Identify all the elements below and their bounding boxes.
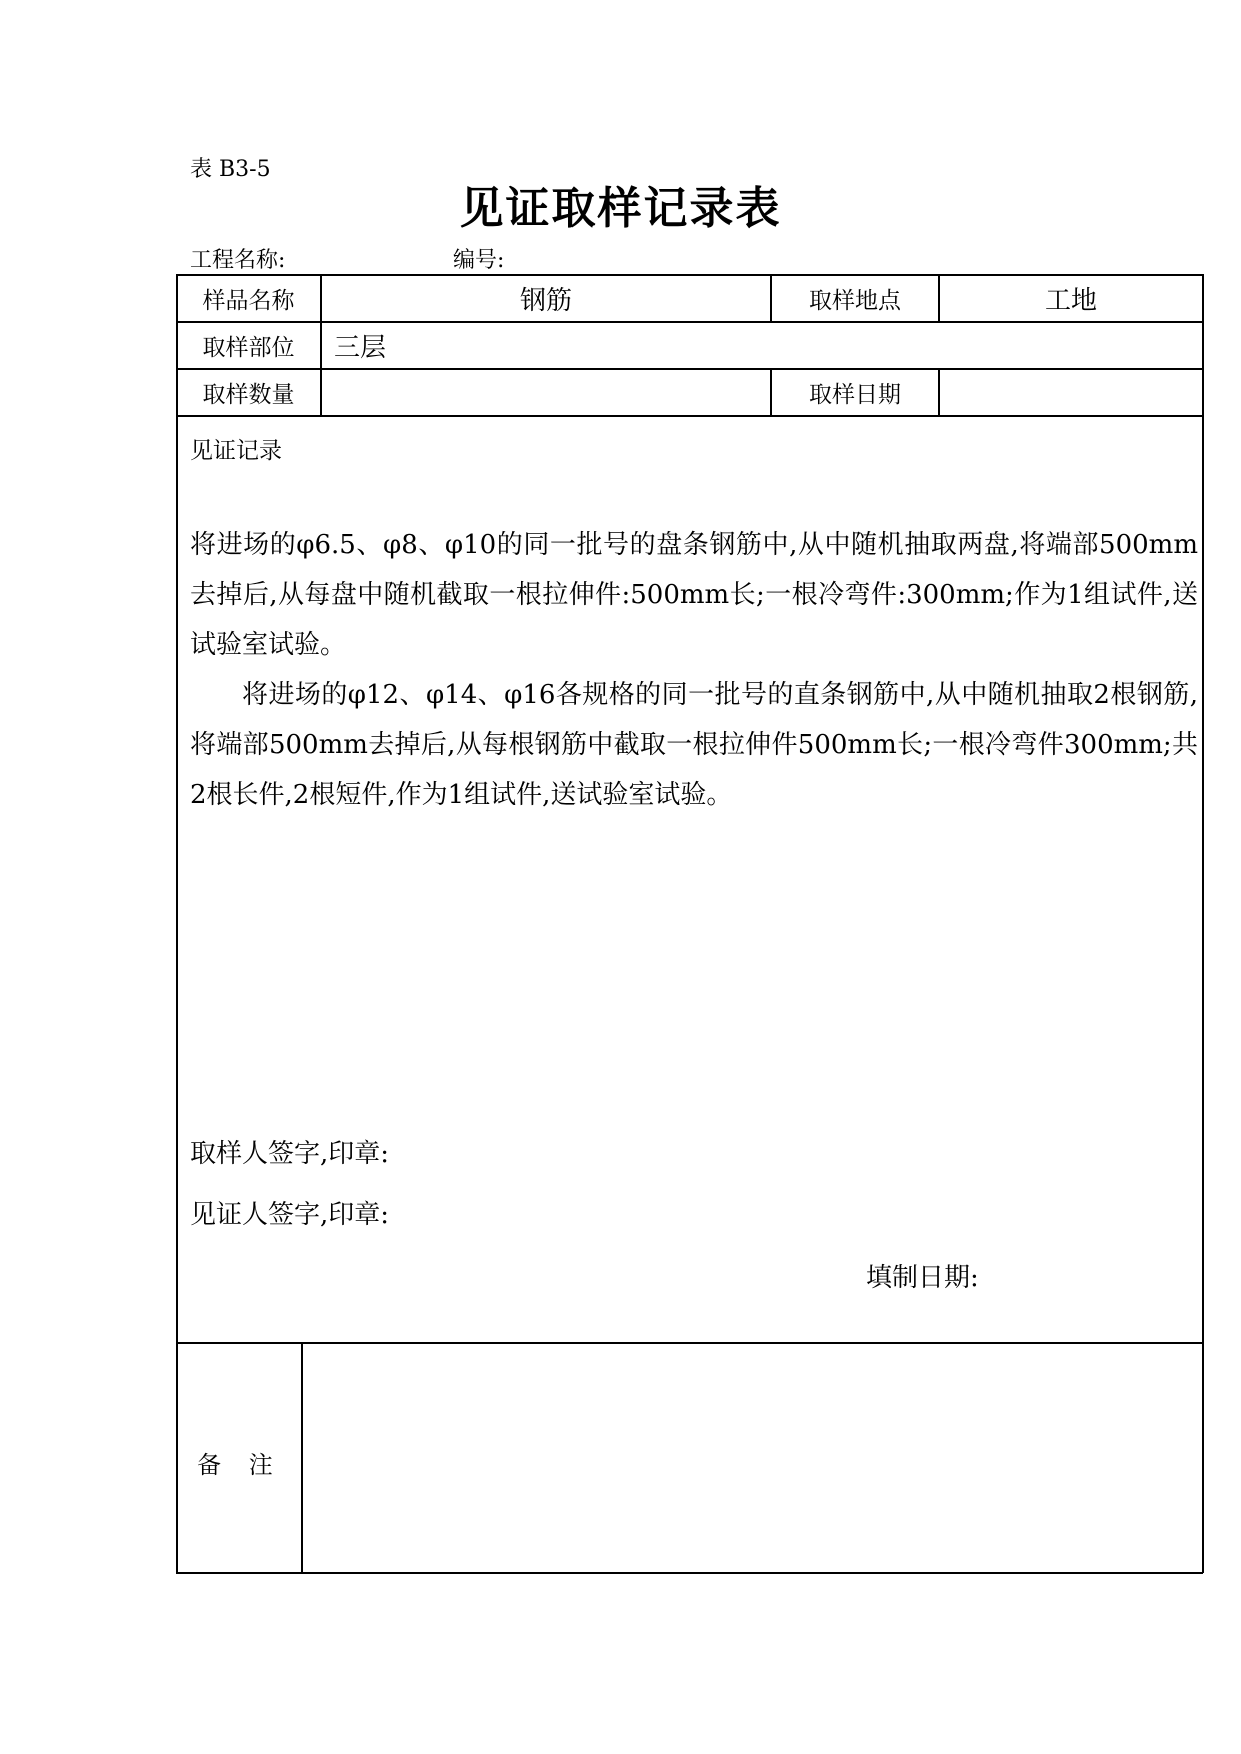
witness-signature-label: 见证人签字,印章: [190, 1200, 390, 1230]
document-title: 见证取样记录表 [459, 183, 782, 234]
sampling-date-label: 取样日期 [809, 381, 901, 408]
sampling-quantity-value [322, 369, 770, 415]
sampling-part-label: 取样部位 [202, 334, 295, 361]
record-paragraph-1: 将进场的φ6.5、φ8、φ10的同一批号的盘条钢筋中,从中随机抽取两盘,将端部500mm去掉后,从每盘中随机截取一根拉伸件:500mm长;一根冷弯件:300mm;作为1组试件,送试验室试验。 [190, 530, 1198, 660]
number-label: 编号: [453, 248, 505, 273]
sample-name-label: 样品名称 [202, 287, 295, 314]
remarks-value [303, 1344, 1202, 1572]
remarks-label: 备 注 [197, 1451, 283, 1479]
sampling-location-value: 工地 [1044, 285, 1097, 316]
witness-record-label: 见证记录 [190, 438, 282, 464]
sampling-location-label: 取样地点 [809, 287, 901, 314]
sampler-signature-label: 取样人签字,印章: [190, 1139, 390, 1169]
record-paragraph-2: 将进场的φ12、φ14、φ16各规格的同一批号的直条钢筋中,从中随机抽取2根钢筋,将端部500mm去掉后,从每根钢筋中截取一根拉伸件500mm长;一根冷弯件300mm;共2根长件,2根短件,作为1组试件,送试验室试验。 [190, 680, 1198, 810]
table-border-right [1202, 274, 1204, 1573]
sampling-part-value: 三层 [334, 332, 387, 363]
table-row-divider-3 [176, 415, 1203, 417]
project-name-label: 工程名称: [190, 248, 286, 273]
table-border-left [176, 274, 178, 1573]
fill-date-label: 填制日期: [866, 1263, 979, 1293]
sample-name-value: 钢筋 [519, 285, 572, 316]
witness-record-body [190, 520, 1198, 820]
sampling-date-value [940, 369, 1202, 415]
sampling-quantity-label: 取样数量 [202, 381, 295, 408]
form-code: 表 B3-5 [190, 157, 271, 182]
table-border-bottom [176, 1572, 1203, 1574]
